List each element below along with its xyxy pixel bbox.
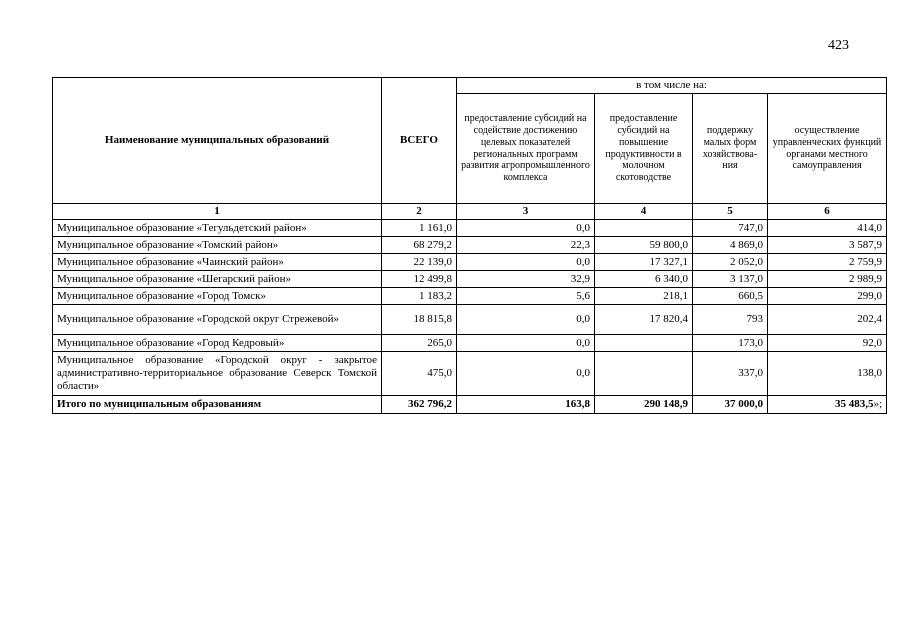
row-small-business: 3 137,0 [693,271,768,288]
total-row [53,396,887,414]
row-dairy [595,220,693,237]
total-dairy: 290 148,9 [595,396,693,414]
row-total: 1 161,0 [382,220,457,237]
column-number: 3 [457,204,595,220]
row-agro: 0,0 [457,254,595,271]
row-agro: 0,0 [457,305,595,335]
header-small-business: поддержку малых форм хозяйствова-ния [693,94,768,204]
row-name: Муниципальное образование «Городской округ Стрежевой» [53,305,382,335]
row-agro: 32,9 [457,271,595,288]
table-row [53,237,887,254]
table-row [53,352,887,396]
header-group: в том числе на: [457,78,887,94]
column-number: 4 [595,204,693,220]
column-number: 2 [382,204,457,220]
row-total: 1 183,2 [382,288,457,305]
page-number: 423 [828,38,849,53]
row-name: Муниципальное образование «Шегарский район» [53,271,382,288]
total-agro: 163,8 [457,396,595,414]
row-management: 414,0 [768,220,887,237]
row-name: Муниципальное образование «Чаинский район» [53,254,382,271]
subsidy-table [52,77,887,414]
column-number: 6 [768,204,887,220]
row-small-business: 4 869,0 [693,237,768,254]
row-management: 92,0 [768,335,887,352]
row-total: 12 499,8 [382,271,457,288]
row-small-business: 793 [693,305,768,335]
row-dairy: 17 327,1 [595,254,693,271]
row-total: 18 815,8 [382,305,457,335]
row-agro: 22,3 [457,237,595,254]
row-agro: 0,0 [457,352,595,396]
row-dairy [595,335,693,352]
row-small-business: 2 052,0 [693,254,768,271]
row-small-business: 337,0 [693,352,768,396]
header-name: Наименование муниципальных образований [53,78,382,204]
row-management: 2 989,9 [768,271,887,288]
header-management: осуществление управленческих функций органами местного самоуправления [768,94,887,204]
total-name: Итого по муниципальным образованиям [53,396,382,414]
row-small-business: 173,0 [693,335,768,352]
total-sum: 362 796,2 [382,396,457,414]
row-total: 475,0 [382,352,457,396]
row-total: 68 279,2 [382,237,457,254]
row-management: 202,4 [768,305,887,335]
total-management [768,396,887,414]
column-number: 5 [693,204,768,220]
table-row [53,288,887,305]
row-agro: 0,0 [457,220,595,237]
row-name: Муниципальное образование «Томский район» [53,237,382,254]
row-management: 299,0 [768,288,887,305]
row-dairy: 17 820,4 [595,305,693,335]
row-management: 3 587,9 [768,237,887,254]
header-subsidy-agro: предоставление субсидий на содействие достижению целевых показателей региональных программ развития агропромышленного комплекса [457,94,595,204]
table-row [53,335,887,352]
column-number: 1 [53,204,382,220]
row-name: Муниципальное образование «Город Кедровый» [53,335,382,352]
header-total: ВСЕГО [382,78,457,204]
column-numbers-row [53,204,887,220]
row-management: 138,0 [768,352,887,396]
row-dairy: 6 340,0 [595,271,693,288]
row-total: 265,0 [382,335,457,352]
row-agro: 0,0 [457,335,595,352]
table-row [53,254,887,271]
header-subsidy-dairy: предоставление субсидий на повышение продуктивности в молочном скотоводстве [595,94,693,204]
table-row [53,305,887,335]
closing-quote-mark: »; [873,398,883,411]
row-total: 22 139,0 [382,254,457,271]
table-row [53,271,887,288]
table-row [53,220,887,237]
row-dairy: 59 800,0 [595,237,693,254]
row-dairy: 218,1 [595,288,693,305]
row-agro: 5,6 [457,288,595,305]
row-dairy [595,352,693,396]
row-management: 2 759,9 [768,254,887,271]
row-name: Муниципальное образование «Город Томск» [53,288,382,305]
row-small-business: 660,5 [693,288,768,305]
total-management-value: 35 483,5 [834,398,874,411]
row-small-business: 747,0 [693,220,768,237]
row-name: Муниципальное образование «Городской округ - закрытое административно-территориальное образование Северск Томской области» [53,352,382,396]
row-name: Муниципальное образование «Тегульдетский район» [53,220,382,237]
total-small-business: 37 000,0 [693,396,768,414]
